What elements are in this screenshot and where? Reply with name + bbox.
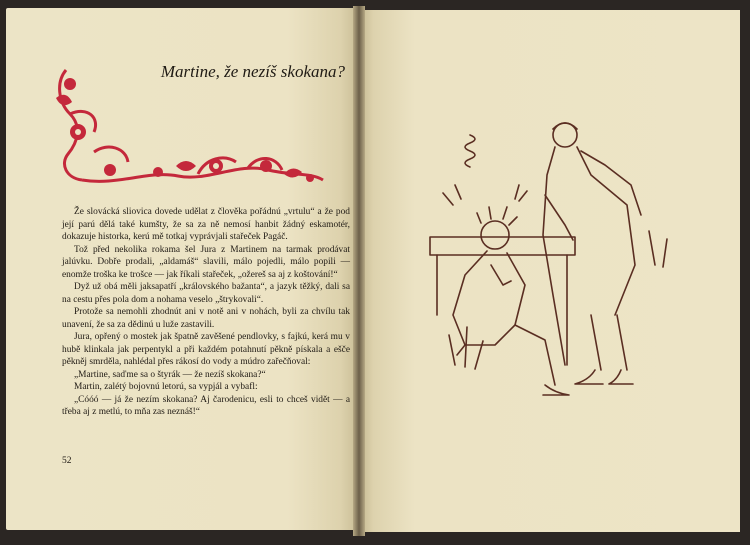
- paragraph: „Cóóó — já že nezím skokana? Aj čarodenicu, esli to chceš vidět — a třeba aj z metlú, to mňa zas neznáš!“: [62, 394, 350, 417]
- body-text: [62, 206, 350, 419]
- chapter-title: Martine, že nezíš skokana?: [160, 62, 345, 81]
- page-number: 52: [62, 456, 72, 466]
- paragraph: Že slovácká sliovica dovede udělat z člověka pořádnú „vrtulu“ a že pod její parú dělá také kumšty, že sa za ně nemosí hanbit žádný eskamotér, dokazuje historka, kerú mě totkaj vyprávjali stařeček Pagáč.: [62, 207, 350, 242]
- paragraph: Tož před nekolika rokama šel Jura z Martinem na tarmak prodávat jalúvku. Dobře prodali, „aldamáš“ slavili, málo pojedli, málo popili — enomže troška ke trošce — jak říkali stařeček, „ožereš sa aj z koštování!“: [62, 244, 350, 280]
- book-gutter: [353, 6, 365, 536]
- paragraph: „Martine, saďme sa o štyrák — že nezíš skokana?“: [74, 369, 266, 380]
- peasants-illustration: [395, 115, 700, 420]
- paragraph: Dyž už obá měli jaksapatří „královského bažanta“, a jazyk těžký, dali sa na cestu přes pola dom a nohama veselo „štrykovali“.: [62, 282, 350, 305]
- paragraph: Protože sa nemohli zhodnút ani v notě ani v nohách, byli za chvílu tak unavení, že sa za dědinú u luže zastavili.: [62, 307, 350, 330]
- paragraph: Jura, opřený o mostek jak špatně zavěšené pendlovky, s fajkú, kerá mu v hubě klinkala jak perpentykl a při každém potahnutí pěkně pískala a ešče pěkněj smrděla, nahlédal přes rákosí do vody a múdro zařečňoval:: [62, 332, 350, 367]
- paragraph: Martin, zalétý bojovnú letorú, sa vypjál a vybafl:: [74, 382, 258, 392]
